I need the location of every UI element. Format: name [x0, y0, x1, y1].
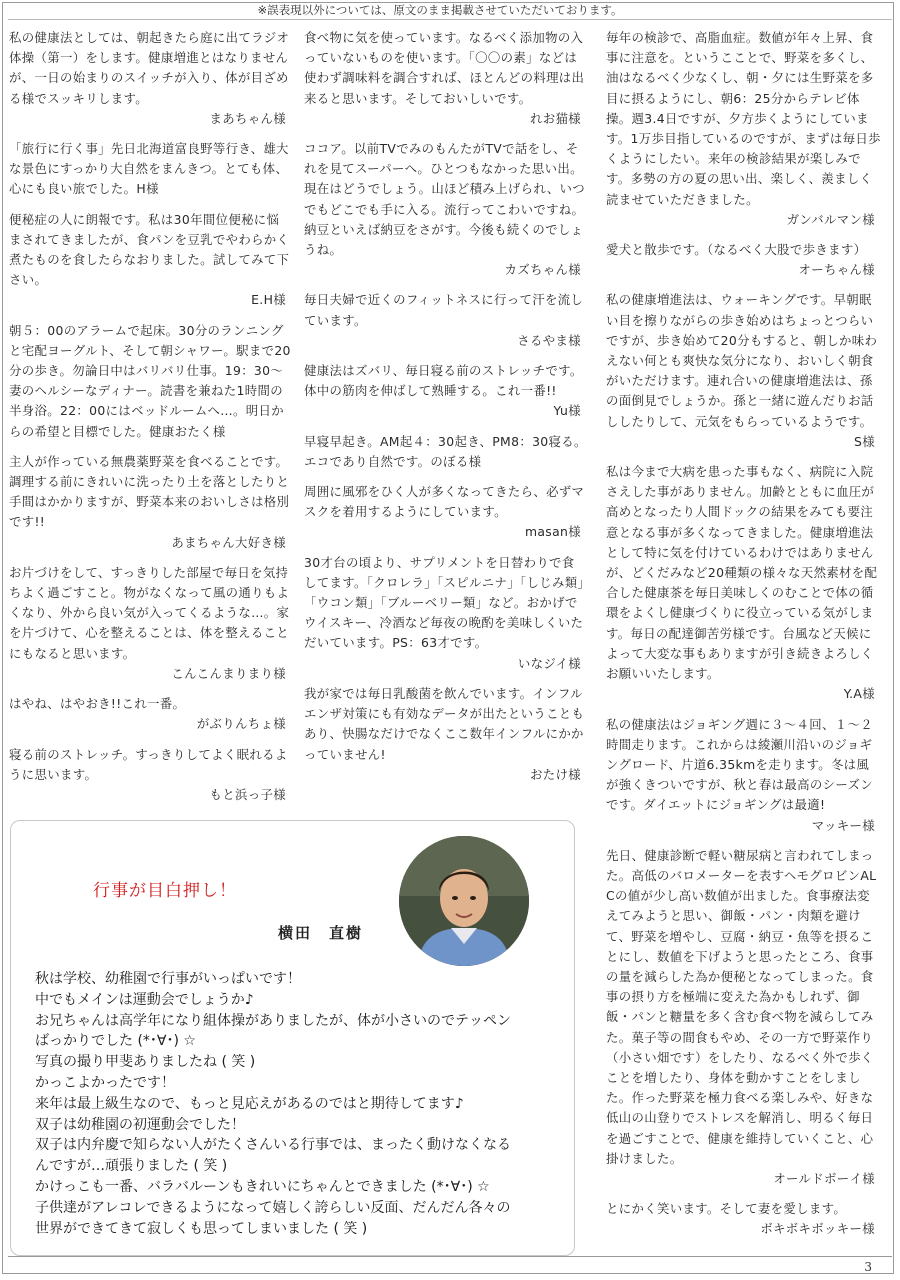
feature-line: 中でもメインは運動会でしょうか♪ [35, 991, 254, 1008]
post-signature: Yu様 [553, 403, 581, 419]
feature-line: かけっこも一番、バラバルーンもきれいにちゃんとできました (*･∀･) ☆ [35, 1178, 490, 1195]
feature-line: 写真の撮り甲斐ありましたね ( 笑 ) [35, 1054, 256, 1071]
reader-post [9, 139, 292, 200]
post-signature: カズちゃん様 [504, 262, 581, 278]
notice-divider [8, 19, 892, 20]
post-text: 毎日夫婦で近くのフィットネスに行って汗を流しています。 [304, 292, 584, 328]
reader-post [9, 210, 292, 311]
post-signature: マッキー様 [811, 817, 875, 833]
reader-post [606, 290, 881, 452]
post-signature: オールドボーイ様 [773, 1170, 875, 1186]
column-left [9, 28, 292, 815]
post-text: 「旅行に行く事」先日北海道富良野等行き、雄大な景色にすっかり大自然をまんきつ。とても体、心にも良い旅でした。H様 [9, 141, 289, 197]
post-signature: S様 [854, 433, 875, 449]
post-text: 私の健康増進法は、ウォーキングです。早朝眠い目を擦りながらの歩き始めはちょっとつらいですが、歩き始めて20分もすると、朝しか味わえない何とも爽快な気分になり、おいしく朝食がいただけます。連れ合いの健康増進法は、孫の面倒見でしょうか。孫と一緒に遊んだりお話ししたりして、元気をもらっているようです。 [606, 292, 878, 429]
post-signature: こんこんまりまり様 [171, 665, 286, 681]
post-text: 毎年の検診で、高脂血症。数値が年々上昇、食事に注意を。というこことで、野菜を多くし、油はなるべく少なくし、朝・夕には生野菜を多目に摂るようにし、朝6：25分からテレビ体操。週3.4日ですが、夕方歩くようにしています。1万歩目指しているのですが、まずは毎日歩くようにしたい。来年の検診結果が楽しみです。多勢の方の夏の思い出、楽しく、羨ましく読ませていただきました。 [606, 30, 881, 207]
post-text: 健康法はズバリ、毎日寝る前のストレッチです。体中の筋肉を伸ばして熟睡する。これ一番!! [304, 363, 583, 399]
post-text: 便秘症の人に朗報です。私は30年間位便秘に悩まされてきましたが、食パンを豆乳でやわらかく煮たものを食したらなおりました。試してみて下さい。 [9, 211, 290, 288]
post-text: 周囲に風邪をひく人が多くなってきたら、必ずマスクを着用するようにしています。 [304, 484, 585, 520]
post-signature: まあちゃん様 [209, 110, 286, 126]
post-signature: Y.A様 [843, 686, 875, 702]
post-signature: がぶりんちょ様 [196, 716, 286, 732]
feature-line: 双子は幼稚園の初運動会でした！ [35, 1116, 245, 1133]
reader-post [9, 452, 292, 553]
reader-post [606, 240, 881, 280]
reader-post [304, 290, 587, 351]
feature-author: 横田 直樹 [278, 924, 364, 942]
reader-post [606, 846, 881, 1189]
post-text: 我が家では毎日乳酸菌を飲んでいます。インフルエンザ対策にも有効なデータが出たということもあり、快腸なだけでなくここ数年インフルにかかっていません! [304, 685, 585, 762]
post-text: 主人が作っている無農薬野菜を食べることです。調理する前にきれいに洗ったり土を落としたりと手間はかかりますが、野菜本来のおいしさは格別です!! [9, 453, 290, 530]
footer-divider [8, 1256, 892, 1257]
post-signature: E.H様 [251, 292, 286, 308]
feature-line: 子供達がアレコレできるようになって嬉しく誇らしい反面、だんだん各々の [35, 1199, 511, 1216]
post-text: ココア。以前TVでみのもんたがTVで話をし、それを見てスーパーへ。ひとつもなかった思い出。現在はどうでしょう。山ほど積み上げられ、いつでもどこでも手に入る。流行ってこわいですね。納豆といえば納豆をさがす。今後も続くのでしょうね。 [304, 141, 586, 258]
post-signature: masan様 [524, 524, 581, 540]
reader-post [304, 684, 587, 785]
reader-post [606, 462, 881, 704]
feature-line: お兄ちゃんは高学年になり組体操がありましたが、体が小さいのでテッペン [35, 1012, 511, 1029]
reader-post [304, 553, 587, 674]
post-signature: ボキボキボッキー様 [760, 1221, 875, 1237]
reader-post [9, 321, 292, 442]
post-text: 私の健康法はジョギング週に３〜４回、１〜２時間走ります。これからは綾瀬川沿いのジョギングロード、片道6.35kmを走ります。冬は風が強くきついですが、秋と春は最高のシーズンです。ダイエットにジョギングは最適! [606, 716, 873, 813]
editorial-notice: ※誤表現以外については、原文のまま掲載させていただいております。 [257, 3, 623, 17]
reader-post [9, 563, 292, 684]
reader-post [304, 139, 587, 280]
column-right [606, 28, 881, 1250]
reader-post [606, 28, 881, 230]
post-text: 早寝早起き。AM起４：30起き、PM8：30寝る。エコであり自然です。のぼる様 [304, 433, 587, 469]
post-text: お片づけをして、すっきりした部屋で毎日を気持ちよく過ごすこと。物がなくなって風の通りもよくなり、外から良い気が入ってくるような…。家を片づけて、心を整えることは、体を整えることにもなると思います。 [9, 564, 290, 661]
feature-line: 双子は内弁慶で知らない人がたくさんいる行事では、まったく動けなくなる [35, 1137, 511, 1154]
feature-title: 行事が目白押し！ [93, 881, 237, 901]
post-signature: いなジイ様 [517, 655, 581, 671]
post-text: 30才台の頃より、サプリメントを日替わりで食してます。「クロレラ」「スピルニナ」「しじみ類」「ウコン類」「ブルーベリー類」など。おかげでウイスキー、冷酒など毎夜の晩酌を美味しくいただいています。PS：63才です。 [304, 554, 584, 651]
feature-line: かっこよかったです！ [35, 1074, 175, 1091]
feature-line: 秋は学校、幼稚園で行事がいっぱいです！ [35, 971, 301, 987]
feature-line: 来年は最上級生なので、もっと見応えがあるのではと期待してます♪ [35, 1095, 464, 1112]
post-text: 私は今まで大病を患った事もなく、病院に入院さえした事がありません。加齢とともに血圧が高めとなったり人間ドックの結果をみても要注意となる事が多くなってきました。健康増進法として特に気を付けているわけではありませんが、どくだみなど20種類の様々な天然素材を配合した健康茶を毎日美味しくのむことで体の循環をよくし健康づくりに役立っている気がします。毎日の配達御苦労様です。台風など天候によって大変な事もありますが引き続きよろしくお願いいたします。 [606, 464, 878, 682]
reader-post [606, 1199, 881, 1239]
post-text: 寝る前のストレッチ。すっきりしてよく眠れるように思います。 [9, 746, 288, 782]
post-text: 私の健康法としては、朝起きたら庭に出てラジオ体操（第一）をします。健康増進とはなりませんが、一日の始まりのスイッチが入り、体が目ざめる様でスッキリします。 [9, 30, 290, 106]
feature-line: ばっかりでした (*･∀･) ☆ [35, 1033, 196, 1050]
post-text: 食べ物に気を使っています。なるべく添加物の入っていないものを使います。「〇〇の素」などは使わず調味料を調合すれば、ほとんどの料理は出来ると思います。そしておいしいです。 [304, 30, 585, 106]
post-signature: ガンバルマン様 [786, 211, 875, 227]
reader-post [304, 28, 587, 129]
feature-line: 世界ができてきて寂しくも思ってしまいました ( 笑 ) [35, 1220, 368, 1237]
author-photo [399, 836, 529, 966]
feature-body [35, 969, 565, 1239]
feature-line: んですが…頑張りました ( 笑 ) [35, 1158, 228, 1175]
reader-post [304, 482, 587, 543]
post-signature: さるやま様 [517, 332, 581, 348]
reader-post [606, 715, 881, 836]
post-signature: オーちゃん様 [798, 262, 875, 278]
post-text: 愛犬と散歩です。（なるべく大股で歩きます） [606, 242, 867, 258]
page-number: 3 [864, 1260, 872, 1274]
reader-post [9, 745, 292, 806]
post-text: はやね、はやおき!!これ一番。 [9, 696, 186, 712]
feature-box [10, 820, 575, 1256]
person-photo-icon [399, 836, 529, 966]
post-signature: あまちゃん大好き様 [171, 534, 286, 550]
post-signature: もと浜っ子様 [209, 786, 286, 802]
reader-post [9, 28, 292, 129]
column-middle [304, 28, 587, 795]
post-signature: おたけ様 [530, 766, 581, 782]
post-signature: れお猫様 [530, 110, 581, 126]
post-text: 先日、健康診断で軽い糖尿病と言われてしまった。高低のバロメーターを表すヘモグロビンALCの値が少し高い数値が出ました。食事療法変えてみようと思い、御飯・パン・肉類を避けて、野菜を増やし、豆腐・納豆・魚等を摂ることにし、数値を下げようと思ったところ、食事の量を減らした為か便秘となってしまった。食事の摂り方を極端に変えた為かもしれず、御飯・パンと糖量を多く含む食べ物を減らしてみた。菓子等の間食もやめ、その一方で野菜作り（小さい畑です）をしたり、なるべく外で歩くことを増したり、身体を動かすことをしました。作った野菜を極力食べる楽しみや、好きな低山の山登りでストレスを解消し、明るく毎日を過ごすことで、健康を維持していくこと、心掛けました。 [606, 847, 877, 1166]
reader-post [304, 432, 587, 472]
reader-post [304, 361, 587, 422]
post-text: とにかく笑います。そして妻を愛します。 [606, 1201, 847, 1217]
reader-post [9, 694, 292, 734]
post-text: 朝５：00のアラームで起床。30分のランニングと宅配ヨーグルト、そして朝シャワー。駅まで20分の歩き。勿論日中はバリバリ仕事。19：30〜妻のヘルシーなディナー。読書を兼ねた1時間の半身浴。22：00にはベッドルームへ…。明日からの希望と目標でした。健康おたく様 [9, 322, 291, 439]
